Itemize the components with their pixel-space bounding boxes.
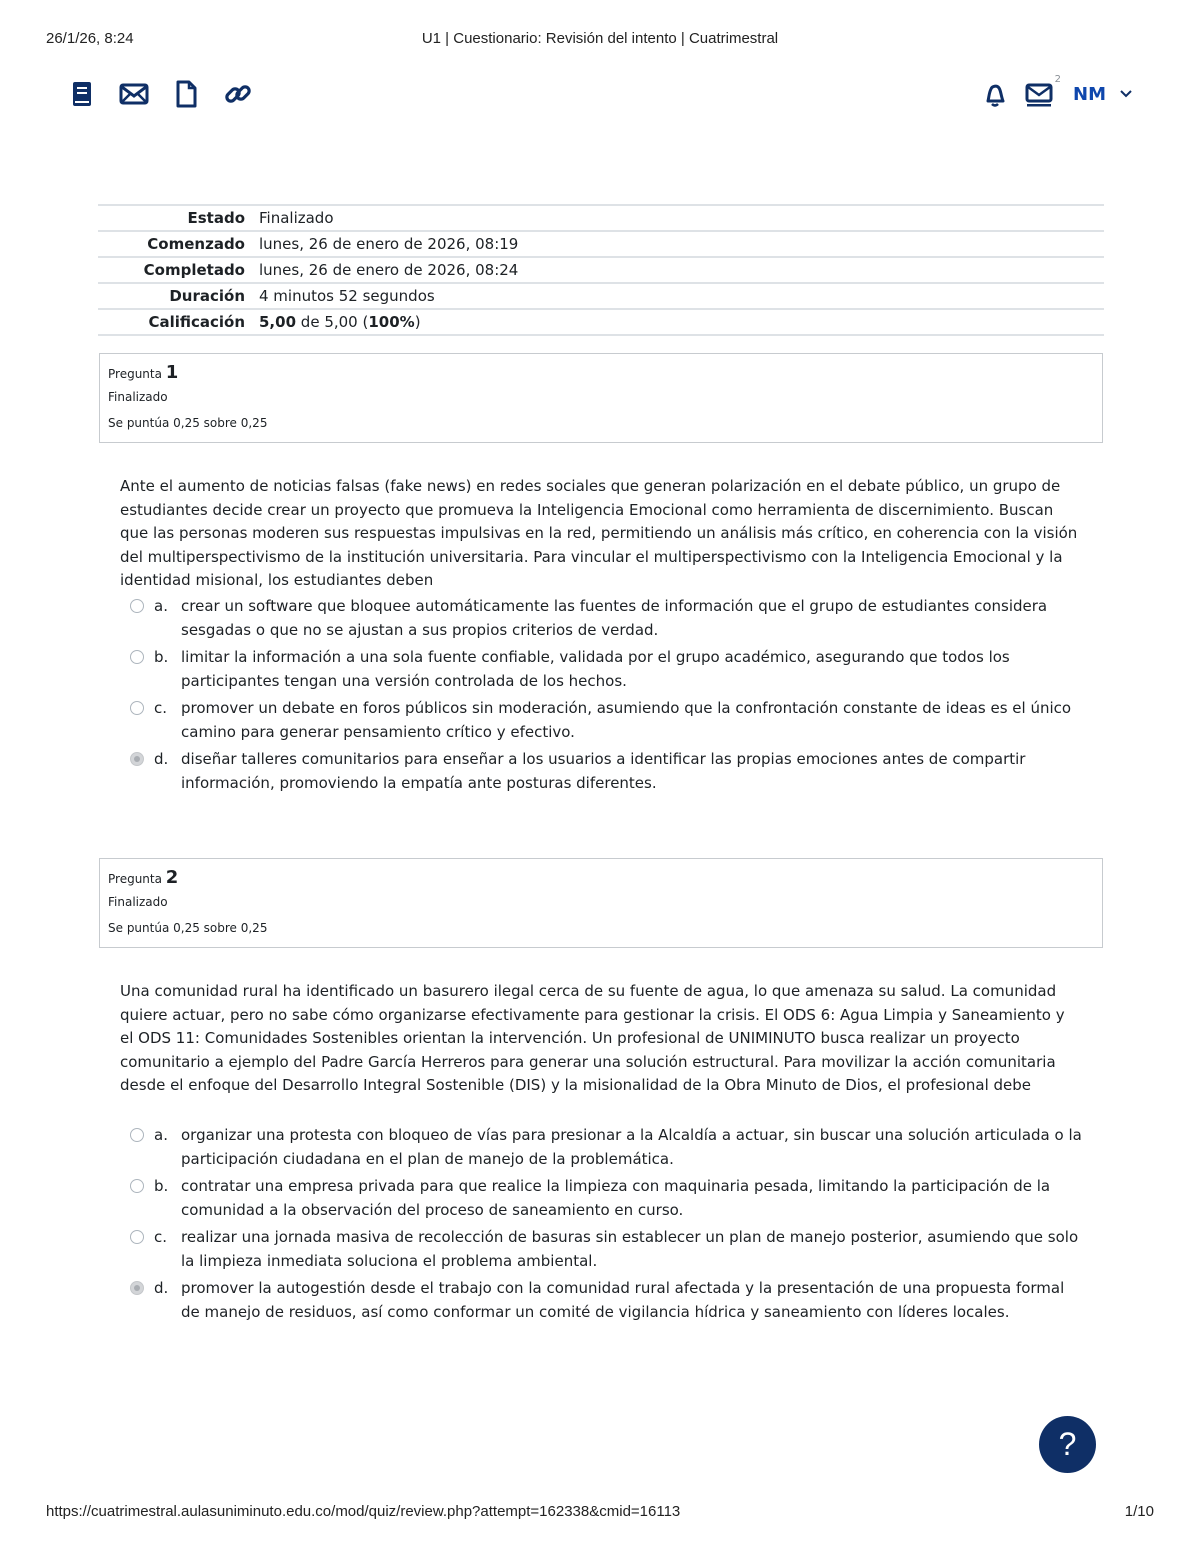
question-label: Pregunta bbox=[108, 872, 162, 886]
summary-value: lunes, 26 de enero de 2026, 08:24 bbox=[259, 261, 519, 279]
question-info-box bbox=[99, 858, 1103, 948]
grade-score: 5,00 bbox=[259, 313, 297, 331]
answer-letter: c. bbox=[154, 1228, 168, 1246]
file-icon[interactable] bbox=[170, 78, 202, 110]
answer-letter: b. bbox=[154, 1177, 169, 1195]
message-count-badge: 2 bbox=[1054, 74, 1062, 85]
grade-value bbox=[259, 309, 1104, 335]
question-label: Pregunta bbox=[108, 367, 162, 381]
answer-option bbox=[128, 646, 1083, 693]
question-grade: Se puntúa 0,25 sobre 0,25 bbox=[108, 416, 268, 430]
answer-option-selected bbox=[128, 1277, 1083, 1324]
print-header bbox=[46, 30, 1154, 50]
summary-row bbox=[98, 257, 1104, 283]
question-text: Ante el aumento de noticias falsas (fake news) en redes sociales que generan polarización en el debate público, un grupo de estudiantes decide crear un proyecto que promueva la Inteligencia Emocional como herramienta de discernimiento. Buscan que las personas moderen sus respuestas impulsivas en la red, permitiendo un análisis más crítico, en coherencia con la visión del multiperspectivismo de la institución universitaria. Para vincular el multiperspectivismo con la Inteligencia Emocional y la identidad misional, los estudiantes deben bbox=[120, 477, 1078, 589]
print-page-title: U1 | Cuestionario: Revisión del intento | Cuatrimestral bbox=[421, 30, 779, 47]
answer-radio[interactable] bbox=[130, 701, 144, 715]
answer-option bbox=[128, 1124, 1083, 1171]
answer-radio[interactable] bbox=[130, 650, 144, 664]
summary-row-grade bbox=[98, 309, 1104, 335]
messages-icon[interactable] bbox=[1023, 74, 1062, 110]
answer-letter: b. bbox=[154, 648, 169, 666]
answer-text: organizar una protesta con bloqueo de vías para presionar a la Alcaldía a actuar, sin buscar una solución articulada o la participación ciudadana en el plan de manejo de la problemática. bbox=[181, 1126, 1082, 1168]
question-number-value: 2 bbox=[165, 867, 179, 888]
print-page-number: 1/10 bbox=[1124, 1503, 1154, 1520]
question-number bbox=[108, 867, 178, 888]
summary-row bbox=[98, 231, 1104, 257]
answer-option bbox=[128, 1226, 1083, 1273]
answer-text: promover un debate en foros públicos sin moderación, asumiendo que la confrontación constante de ideas es el único camino para generar pensamiento crítico y efectivo. bbox=[181, 699, 1072, 741]
nav-left-icons bbox=[66, 74, 254, 114]
chevron-down-icon[interactable] bbox=[1118, 86, 1134, 102]
summary-row bbox=[98, 283, 1104, 309]
grade-close: ) bbox=[414, 313, 421, 331]
mail-icon[interactable] bbox=[118, 78, 150, 110]
print-datetime: 26/1/26, 8:24 bbox=[46, 30, 134, 47]
answer-letter: d. bbox=[154, 1279, 169, 1297]
summary-label: Comenzado bbox=[147, 235, 245, 253]
answer-option-selected bbox=[128, 748, 1083, 795]
question-state: Finalizado bbox=[108, 895, 168, 909]
summary-label: Completado bbox=[143, 261, 245, 279]
answer-radio[interactable] bbox=[130, 1230, 144, 1244]
answer-text: crear un software que bloquee automáticamente las fuentes de información que el grupo de estudiantes considera sesgadas o que no se ajustan a sus propios criterios de verdad. bbox=[181, 597, 1048, 639]
link-icon[interactable] bbox=[222, 78, 254, 110]
answer-text: diseñar talleres comunitarios para enseñar a los usuarios a identificar las propias emociones antes de compartir información, promoviendo la empatía ante posturas diferentes. bbox=[181, 750, 1026, 792]
attempt-summary-table bbox=[98, 204, 1104, 336]
answer-list bbox=[128, 595, 1083, 799]
user-menu-initials[interactable]: NM bbox=[1073, 83, 1106, 105]
question-number-value: 1 bbox=[165, 362, 179, 383]
answer-text: promover la autogestión desde el trabajo con la comunidad rural afectada y la presentación de una propuesta formal de manejo de residuos, así como conformar un comité de vigilancia hídrica y saneamiento con líderes locales. bbox=[181, 1279, 1065, 1321]
summary-value: 4 minutos 52 segundos bbox=[259, 287, 435, 305]
answer-radio[interactable] bbox=[130, 599, 144, 613]
summary-label: Estado bbox=[187, 209, 245, 227]
question-grade: Se puntúa 0,25 sobre 0,25 bbox=[108, 921, 268, 935]
grade-percent: 100% bbox=[368, 313, 415, 331]
answer-letter: a. bbox=[154, 1126, 168, 1144]
summary-value: lunes, 26 de enero de 2026, 08:19 bbox=[259, 235, 519, 253]
print-footer bbox=[46, 1503, 1154, 1523]
answer-option bbox=[128, 697, 1083, 744]
answer-radio[interactable] bbox=[130, 1128, 144, 1142]
answer-text: contratar una empresa privada para que realice la limpieza con maquinaria pesada, limitando la participación de la comunidad a la observación del proceso de saneamiento en curso. bbox=[181, 1177, 1051, 1219]
summary-row bbox=[98, 205, 1104, 231]
help-button[interactable]: ? bbox=[1039, 1416, 1096, 1473]
answer-letter: c. bbox=[154, 699, 168, 717]
answer-radio[interactable] bbox=[130, 1179, 144, 1193]
answer-radio-selected[interactable] bbox=[130, 1281, 144, 1295]
answer-option bbox=[128, 595, 1083, 642]
nav-right-user-area bbox=[979, 74, 1134, 114]
summary-value: Finalizado bbox=[259, 209, 334, 227]
summary-label: Duración bbox=[169, 287, 245, 305]
bell-icon[interactable] bbox=[979, 78, 1011, 110]
question-number bbox=[108, 362, 178, 383]
question-info-box bbox=[99, 353, 1103, 443]
top-navbar bbox=[66, 74, 1134, 114]
answer-letter: a. bbox=[154, 597, 168, 615]
book-icon[interactable] bbox=[66, 78, 98, 110]
question-text: Una comunidad rural ha identificado un basurero ilegal cerca de su fuente de agua, lo que amenaza su salud. La comunidad quiere actuar, pero no sabe cómo organizarse efectivamente para gestionar la crisis. El ODS 6: Agua Limpia y Saneamiento y el ODS 11: Comunidades Sostenibles orientan la intervención. Un profesional de UNIMINUTO busca realizar un proyecto comunitario a ejemplo del Padre García Herreros para generar una solución estructural. Para movilizar la acción comunitaria desde el enfoque del Desarrollo Integral Sostenible (DIS) y la misionalidad de la Obra Minuto de Dios, el profesional debe bbox=[120, 982, 1065, 1094]
grade-of-text: de 5,00 ( bbox=[300, 313, 369, 331]
answer-option bbox=[128, 1175, 1083, 1222]
grade-label: Calificación bbox=[148, 313, 245, 331]
answer-text: realizar una jornada masiva de recolección de basuras sin establecer un plan de manejo posterior, asumiendo que solo la limpieza inmediata soluciona el problema ambiental. bbox=[181, 1228, 1079, 1270]
answer-text: limitar la información a una sola fuente confiable, validada por el grupo académico, asegurando que todos los participantes tengan una versión controlada de los hechos. bbox=[181, 648, 1010, 690]
question-state: Finalizado bbox=[108, 390, 168, 404]
answer-list bbox=[128, 1124, 1083, 1328]
answer-letter: d. bbox=[154, 750, 169, 768]
print-url: https://cuatrimestral.aulasuniminuto.edu.co/mod/quiz/review.php?attempt=162338&cmid=16113 bbox=[46, 1503, 681, 1520]
answer-radio-selected[interactable] bbox=[130, 752, 144, 766]
